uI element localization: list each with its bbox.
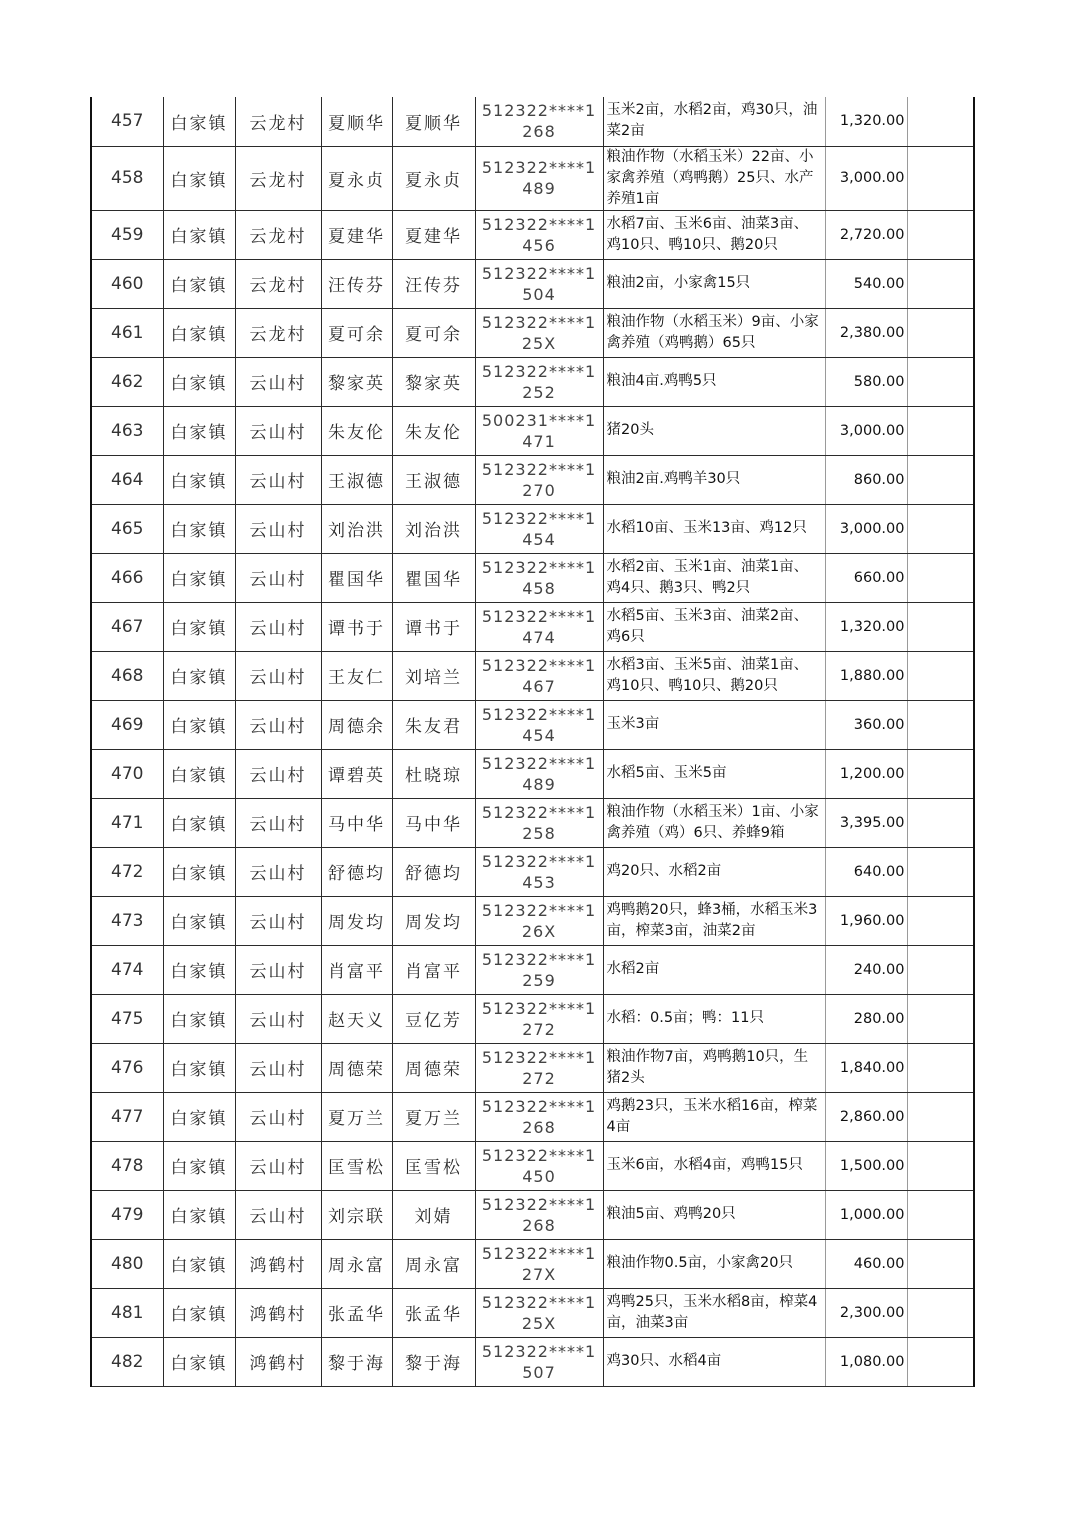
id-number-cell: 512322****1268 xyxy=(475,1092,603,1141)
recipient-cell: 刘治洪 xyxy=(392,504,475,553)
recipient-cell: 汪传芬 xyxy=(392,259,475,308)
row-number: 475 xyxy=(91,994,163,1043)
name-cell: 周发均 xyxy=(321,896,392,945)
town-cell: 白家镇 xyxy=(163,1239,235,1288)
recipient-cell: 夏万兰 xyxy=(392,1092,475,1141)
remark-cell xyxy=(907,994,974,1043)
detail-cell: 水稻2亩、玉米1亩、油菜1亩、鸡4只、鹅3只、鸭2只 xyxy=(603,553,825,602)
amount-cell: 3,000.00 xyxy=(825,146,907,210)
remark-cell xyxy=(907,455,974,504)
name-cell: 周永富 xyxy=(321,1239,392,1288)
recipient-cell: 周德荣 xyxy=(392,1043,475,1092)
village-cell: 云龙村 xyxy=(235,308,321,357)
table-row xyxy=(91,602,974,651)
amount-cell: 540.00 xyxy=(825,259,907,308)
town-cell: 白家镇 xyxy=(163,210,235,259)
remark-cell xyxy=(907,308,974,357)
amount-cell: 2,860.00 xyxy=(825,1092,907,1141)
row-number: 462 xyxy=(91,357,163,406)
table-row xyxy=(91,357,974,406)
row-number: 459 xyxy=(91,210,163,259)
table-row xyxy=(91,504,974,553)
id-number-cell: 512322****1259 xyxy=(475,945,603,994)
village-cell: 云山村 xyxy=(235,455,321,504)
town-cell: 白家镇 xyxy=(163,1337,235,1386)
recipient-cell: 杜晓琼 xyxy=(392,749,475,798)
name-cell: 夏永贞 xyxy=(321,146,392,210)
table-row xyxy=(91,97,974,146)
amount-cell: 1,320.00 xyxy=(825,97,907,146)
recipient-cell: 黎于海 xyxy=(392,1337,475,1386)
village-cell: 云山村 xyxy=(235,504,321,553)
town-cell: 白家镇 xyxy=(163,602,235,651)
row-number: 470 xyxy=(91,749,163,798)
id-number-cell: 512322****127X xyxy=(475,1239,603,1288)
row-number: 480 xyxy=(91,1239,163,1288)
detail-cell: 粮油5亩、鸡鸭20只 xyxy=(603,1190,825,1239)
village-cell: 云龙村 xyxy=(235,97,321,146)
id-number-cell: 512322****1450 xyxy=(475,1141,603,1190)
name-cell: 黎家英 xyxy=(321,357,392,406)
recipient-cell: 刘婧 xyxy=(392,1190,475,1239)
village-cell: 云山村 xyxy=(235,406,321,455)
name-cell: 汪传芬 xyxy=(321,259,392,308)
amount-cell: 2,720.00 xyxy=(825,210,907,259)
remark-cell xyxy=(907,1239,974,1288)
recipient-cell: 朱友君 xyxy=(392,700,475,749)
town-cell: 白家镇 xyxy=(163,406,235,455)
detail-cell: 水稻：0.5亩；鸭：11只 xyxy=(603,994,825,1043)
id-number-cell: 512322****125X xyxy=(475,1288,603,1337)
detail-cell: 粮油作物（水稻玉米）22亩、小家禽养殖（鸡鸭鹅）25只、水产养殖1亩 xyxy=(603,146,825,210)
table-row xyxy=(91,896,974,945)
id-number-cell: 512322****1252 xyxy=(475,357,603,406)
name-cell: 谭书于 xyxy=(321,602,392,651)
recipient-cell: 肖富平 xyxy=(392,945,475,994)
row-number: 477 xyxy=(91,1092,163,1141)
amount-cell: 3,000.00 xyxy=(825,504,907,553)
name-cell: 周德余 xyxy=(321,700,392,749)
amount-cell: 240.00 xyxy=(825,945,907,994)
id-number-cell: 512322****1272 xyxy=(475,994,603,1043)
remark-cell xyxy=(907,146,974,210)
town-cell: 白家镇 xyxy=(163,651,235,700)
id-number-cell: 512322****126X xyxy=(475,896,603,945)
id-number-cell: 512322****1268 xyxy=(475,1190,603,1239)
detail-cell: 水稻2亩 xyxy=(603,945,825,994)
village-cell: 云山村 xyxy=(235,1092,321,1141)
recipient-cell: 豆亿芳 xyxy=(392,994,475,1043)
remark-cell xyxy=(907,1043,974,1092)
row-number: 482 xyxy=(91,1337,163,1386)
remark-cell xyxy=(907,1190,974,1239)
village-cell: 云龙村 xyxy=(235,146,321,210)
town-cell: 白家镇 xyxy=(163,749,235,798)
subsidy-register-table xyxy=(90,97,975,1387)
detail-cell: 玉米3亩 xyxy=(603,700,825,749)
remark-cell xyxy=(907,1337,974,1386)
recipient-cell: 瞿国华 xyxy=(392,553,475,602)
name-cell: 王友仁 xyxy=(321,651,392,700)
town-cell: 白家镇 xyxy=(163,847,235,896)
amount-cell: 640.00 xyxy=(825,847,907,896)
village-cell: 鸿鹤村 xyxy=(235,1239,321,1288)
village-cell: 云山村 xyxy=(235,749,321,798)
recipient-cell: 夏永贞 xyxy=(392,146,475,210)
detail-cell: 粮油2亩，小家禽15只 xyxy=(603,259,825,308)
table-row xyxy=(91,994,974,1043)
town-cell: 白家镇 xyxy=(163,357,235,406)
detail-cell: 水稻7亩、玉米6亩、油菜3亩、鸡10只、鸭10只、鹅20只 xyxy=(603,210,825,259)
remark-cell xyxy=(907,406,974,455)
town-cell: 白家镇 xyxy=(163,308,235,357)
remark-cell xyxy=(907,210,974,259)
id-number-cell: 512322****1456 xyxy=(475,210,603,259)
town-cell: 白家镇 xyxy=(163,994,235,1043)
name-cell: 夏顺华 xyxy=(321,97,392,146)
amount-cell: 660.00 xyxy=(825,553,907,602)
village-cell: 云山村 xyxy=(235,1043,321,1092)
table-row xyxy=(91,749,974,798)
id-number-cell: 512322****1489 xyxy=(475,749,603,798)
id-number-cell: 512322****1458 xyxy=(475,553,603,602)
remark-cell xyxy=(907,896,974,945)
amount-cell: 1,320.00 xyxy=(825,602,907,651)
remark-cell xyxy=(907,553,974,602)
amount-cell: 2,300.00 xyxy=(825,1288,907,1337)
detail-cell: 粮油4亩.鸡鸭5只 xyxy=(603,357,825,406)
name-cell: 马中华 xyxy=(321,798,392,847)
id-number-cell: 512322****1507 xyxy=(475,1337,603,1386)
detail-cell: 粮油作物（水稻玉米）9亩、小家禽养殖（鸡鸭鹅）65只 xyxy=(603,308,825,357)
row-number: 478 xyxy=(91,1141,163,1190)
detail-cell: 水稻3亩、玉米5亩、油菜1亩、鸡10只、鸭10只、鹅20只 xyxy=(603,651,825,700)
remark-cell xyxy=(907,504,974,553)
row-number: 468 xyxy=(91,651,163,700)
town-cell: 白家镇 xyxy=(163,504,235,553)
table-row xyxy=(91,308,974,357)
name-cell: 夏可余 xyxy=(321,308,392,357)
table-row xyxy=(91,1288,974,1337)
village-cell: 鸿鹤村 xyxy=(235,1337,321,1386)
remark-cell xyxy=(907,651,974,700)
town-cell: 白家镇 xyxy=(163,553,235,602)
table-body xyxy=(91,97,974,1386)
id-number-cell: 500231****1471 xyxy=(475,406,603,455)
remark-cell xyxy=(907,259,974,308)
id-number-cell: 512322****125X xyxy=(475,308,603,357)
village-cell: 云山村 xyxy=(235,945,321,994)
town-cell: 白家镇 xyxy=(163,945,235,994)
village-cell: 云山村 xyxy=(235,1141,321,1190)
remark-cell xyxy=(907,749,974,798)
recipient-cell: 舒德均 xyxy=(392,847,475,896)
recipient-cell: 马中华 xyxy=(392,798,475,847)
row-number: 463 xyxy=(91,406,163,455)
table-row xyxy=(91,455,974,504)
name-cell: 谭碧英 xyxy=(321,749,392,798)
recipient-cell: 朱友伦 xyxy=(392,406,475,455)
remark-cell xyxy=(907,847,974,896)
town-cell: 白家镇 xyxy=(163,1043,235,1092)
village-cell: 云山村 xyxy=(235,847,321,896)
name-cell: 赵天义 xyxy=(321,994,392,1043)
amount-cell: 460.00 xyxy=(825,1239,907,1288)
table-row xyxy=(91,945,974,994)
name-cell: 瞿国华 xyxy=(321,553,392,602)
table-row xyxy=(91,1043,974,1092)
amount-cell: 1,840.00 xyxy=(825,1043,907,1092)
village-cell: 云山村 xyxy=(235,357,321,406)
table-row xyxy=(91,700,974,749)
remark-cell xyxy=(907,798,974,847)
village-cell: 云山村 xyxy=(235,700,321,749)
detail-cell: 鸡鸭25只，玉米水稻8亩，榨菜4亩，油菜3亩 xyxy=(603,1288,825,1337)
name-cell: 周德荣 xyxy=(321,1043,392,1092)
remark-cell xyxy=(907,1288,974,1337)
row-number: 461 xyxy=(91,308,163,357)
id-number-cell: 512322****1453 xyxy=(475,847,603,896)
detail-cell: 粮油作物0.5亩，小家禽20只 xyxy=(603,1239,825,1288)
amount-cell: 1,500.00 xyxy=(825,1141,907,1190)
village-cell: 云山村 xyxy=(235,1190,321,1239)
name-cell: 夏万兰 xyxy=(321,1092,392,1141)
recipient-cell: 谭书于 xyxy=(392,602,475,651)
table-row xyxy=(91,1239,974,1288)
name-cell: 刘治洪 xyxy=(321,504,392,553)
table-row xyxy=(91,847,974,896)
town-cell: 白家镇 xyxy=(163,1092,235,1141)
id-number-cell: 512322****1467 xyxy=(475,651,603,700)
detail-cell: 粮油作物（水稻玉米）1亩、小家禽养殖（鸡）6只、养蜂9箱 xyxy=(603,798,825,847)
village-cell: 云山村 xyxy=(235,553,321,602)
table-row xyxy=(91,259,974,308)
row-number: 471 xyxy=(91,798,163,847)
table-row xyxy=(91,1141,974,1190)
detail-cell: 水稻5亩、玉米5亩 xyxy=(603,749,825,798)
recipient-cell: 张孟华 xyxy=(392,1288,475,1337)
id-number-cell: 512322****1454 xyxy=(475,700,603,749)
recipient-cell: 刘培兰 xyxy=(392,651,475,700)
recipient-cell: 夏可余 xyxy=(392,308,475,357)
village-cell: 云龙村 xyxy=(235,259,321,308)
town-cell: 白家镇 xyxy=(163,1288,235,1337)
name-cell: 刘宗联 xyxy=(321,1190,392,1239)
town-cell: 白家镇 xyxy=(163,700,235,749)
amount-cell: 1,880.00 xyxy=(825,651,907,700)
amount-cell: 3,395.00 xyxy=(825,798,907,847)
row-number: 479 xyxy=(91,1190,163,1239)
name-cell: 朱友伦 xyxy=(321,406,392,455)
row-number: 460 xyxy=(91,259,163,308)
table-row xyxy=(91,651,974,700)
village-cell: 云山村 xyxy=(235,896,321,945)
row-number: 465 xyxy=(91,504,163,553)
town-cell: 白家镇 xyxy=(163,146,235,210)
table-row xyxy=(91,1337,974,1386)
name-cell: 张孟华 xyxy=(321,1288,392,1337)
id-number-cell: 512322****1474 xyxy=(475,602,603,651)
town-cell: 白家镇 xyxy=(163,259,235,308)
recipient-cell: 夏顺华 xyxy=(392,97,475,146)
amount-cell: 860.00 xyxy=(825,455,907,504)
row-number: 481 xyxy=(91,1288,163,1337)
name-cell: 夏建华 xyxy=(321,210,392,259)
detail-cell: 鸡鸭鹅20只，蜂3桶，水稻玉米3亩，榨菜3亩，油菜2亩 xyxy=(603,896,825,945)
table-row xyxy=(91,210,974,259)
table-row xyxy=(91,1190,974,1239)
detail-cell: 粮油2亩.鸡鸭羊30只 xyxy=(603,455,825,504)
row-number: 464 xyxy=(91,455,163,504)
row-number: 469 xyxy=(91,700,163,749)
town-cell: 白家镇 xyxy=(163,798,235,847)
recipient-cell: 黎家英 xyxy=(392,357,475,406)
table-row xyxy=(91,406,974,455)
table-row xyxy=(91,798,974,847)
id-number-cell: 512322****1272 xyxy=(475,1043,603,1092)
name-cell: 舒德均 xyxy=(321,847,392,896)
amount-cell: 2,380.00 xyxy=(825,308,907,357)
name-cell: 肖富平 xyxy=(321,945,392,994)
amount-cell: 1,200.00 xyxy=(825,749,907,798)
id-number-cell: 512322****1268 xyxy=(475,97,603,146)
name-cell: 王淑德 xyxy=(321,455,392,504)
detail-cell: 鸡鹅23只，玉米水稻16亩，榨菜4亩 xyxy=(603,1092,825,1141)
remark-cell xyxy=(907,700,974,749)
recipient-cell: 夏建华 xyxy=(392,210,475,259)
remark-cell xyxy=(907,357,974,406)
village-cell: 云龙村 xyxy=(235,210,321,259)
recipient-cell: 匡雪松 xyxy=(392,1141,475,1190)
village-cell: 鸿鹤村 xyxy=(235,1288,321,1337)
table-row xyxy=(91,146,974,210)
name-cell: 黎于海 xyxy=(321,1337,392,1386)
remark-cell xyxy=(907,1092,974,1141)
amount-cell: 1,000.00 xyxy=(825,1190,907,1239)
row-number: 473 xyxy=(91,896,163,945)
remark-cell xyxy=(907,97,974,146)
id-number-cell: 512322****1258 xyxy=(475,798,603,847)
row-number: 472 xyxy=(91,847,163,896)
detail-cell: 玉米2亩，水稻2亩，鸡30只，油菜2亩 xyxy=(603,97,825,146)
id-number-cell: 512322****1454 xyxy=(475,504,603,553)
row-number: 476 xyxy=(91,1043,163,1092)
town-cell: 白家镇 xyxy=(163,1190,235,1239)
row-number: 467 xyxy=(91,602,163,651)
village-cell: 云山村 xyxy=(235,798,321,847)
detail-cell: 猪20头 xyxy=(603,406,825,455)
town-cell: 白家镇 xyxy=(163,455,235,504)
id-number-cell: 512322****1489 xyxy=(475,146,603,210)
amount-cell: 360.00 xyxy=(825,700,907,749)
amount-cell: 1,960.00 xyxy=(825,896,907,945)
detail-cell: 水稻10亩、玉米13亩、鸡12只 xyxy=(603,504,825,553)
row-number: 457 xyxy=(91,97,163,146)
amount-cell: 580.00 xyxy=(825,357,907,406)
amount-cell: 3,000.00 xyxy=(825,406,907,455)
village-cell: 云山村 xyxy=(235,651,321,700)
name-cell: 匡雪松 xyxy=(321,1141,392,1190)
row-number: 474 xyxy=(91,945,163,994)
remark-cell xyxy=(907,602,974,651)
amount-cell: 280.00 xyxy=(825,994,907,1043)
town-cell: 白家镇 xyxy=(163,896,235,945)
detail-cell: 鸡30只、水稻4亩 xyxy=(603,1337,825,1386)
detail-cell: 玉米6亩，水稻4亩，鸡鸭15只 xyxy=(603,1141,825,1190)
detail-cell: 水稻5亩、玉米3亩、油菜2亩、鸡6只 xyxy=(603,602,825,651)
detail-cell: 粮油作物7亩，鸡鸭鹅10只，生猪2头 xyxy=(603,1043,825,1092)
town-cell: 白家镇 xyxy=(163,97,235,146)
amount-cell: 1,080.00 xyxy=(825,1337,907,1386)
id-number-cell: 512322****1270 xyxy=(475,455,603,504)
remark-cell xyxy=(907,1141,974,1190)
row-number: 458 xyxy=(91,146,163,210)
detail-cell: 鸡20只、水稻2亩 xyxy=(603,847,825,896)
recipient-cell: 周发均 xyxy=(392,896,475,945)
recipient-cell: 周永富 xyxy=(392,1239,475,1288)
village-cell: 云山村 xyxy=(235,602,321,651)
village-cell: 云山村 xyxy=(235,994,321,1043)
recipient-cell: 王淑德 xyxy=(392,455,475,504)
table-row xyxy=(91,1092,974,1141)
row-number: 466 xyxy=(91,553,163,602)
remark-cell xyxy=(907,945,974,994)
table-row xyxy=(91,553,974,602)
id-number-cell: 512322****1504 xyxy=(475,259,603,308)
town-cell: 白家镇 xyxy=(163,1141,235,1190)
